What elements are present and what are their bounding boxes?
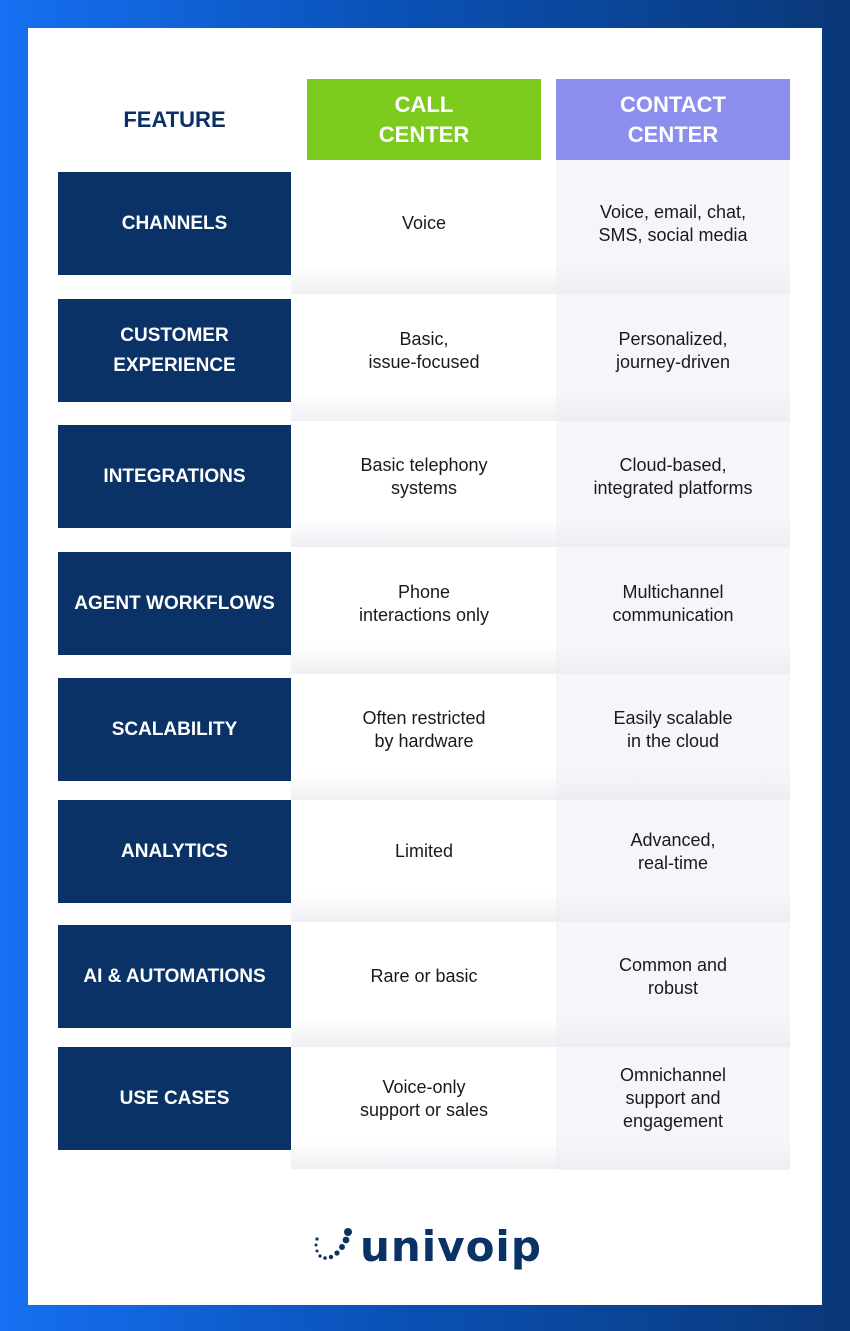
call-center-value: Voice-only support or sales bbox=[359, 1076, 489, 1120]
logo-dots-icon bbox=[312, 1226, 354, 1268]
feature-label: SCALABILITY bbox=[58, 678, 291, 781]
call-center-value: Basic, issue-focused bbox=[368, 328, 480, 372]
contact-center-value: Common and robust bbox=[618, 954, 728, 998]
table-row bbox=[58, 925, 790, 1047]
table-row bbox=[58, 425, 790, 547]
contact-center-value: Omnichannel support and engagement bbox=[619, 1065, 727, 1131]
feature-label: USE CASES bbox=[58, 1047, 291, 1150]
univoip-logo bbox=[312, 1222, 542, 1271]
call-center-header bbox=[307, 79, 541, 160]
contact-center-value: Multichannel communication bbox=[612, 581, 734, 625]
contact-center-value: Voice, email, chat, SMS, social media bbox=[598, 201, 748, 245]
feature-label: AI & AUTOMATIONS bbox=[58, 925, 291, 1028]
table-row bbox=[58, 172, 790, 294]
call-center-label: CALL CENTER bbox=[378, 91, 470, 147]
contact-center-value: Cloud-based, integrated platforms bbox=[593, 454, 753, 498]
feature-label: ANALYTICS bbox=[58, 800, 291, 903]
table-row bbox=[58, 552, 790, 674]
call-center-value: Rare or basic bbox=[370, 966, 478, 986]
table-row bbox=[58, 1047, 790, 1169]
logo-wordmark: univoip bbox=[360, 1222, 542, 1271]
contact-center-value: Personalized, journey-driven bbox=[615, 328, 731, 372]
table-row bbox=[58, 678, 790, 800]
feature-header: FEATURE bbox=[123, 106, 226, 132]
feature-label: CHANNELS bbox=[58, 172, 291, 275]
feature-label: AGENT WORKFLOWS bbox=[58, 552, 291, 655]
contact-center-value: Advanced, real-time bbox=[630, 829, 716, 873]
call-center-value: Often restricted by hardware bbox=[362, 707, 486, 751]
contact-center-header bbox=[556, 79, 790, 160]
table-row bbox=[58, 800, 790, 922]
call-center-value: Phone interactions only bbox=[358, 581, 490, 625]
table-row bbox=[58, 299, 790, 421]
feature-label: INTEGRATIONS bbox=[58, 425, 291, 528]
call-center-value: Voice bbox=[401, 213, 447, 233]
feature-label: CUSTOMER EXPERIENCE bbox=[58, 299, 291, 402]
contact-center-value: Easily scalable in the cloud bbox=[613, 707, 733, 751]
call-center-value: Basic telephony systems bbox=[360, 454, 488, 498]
call-center-value: Limited bbox=[394, 841, 454, 861]
contact-center-label: CONTACT CENTER bbox=[620, 91, 726, 147]
